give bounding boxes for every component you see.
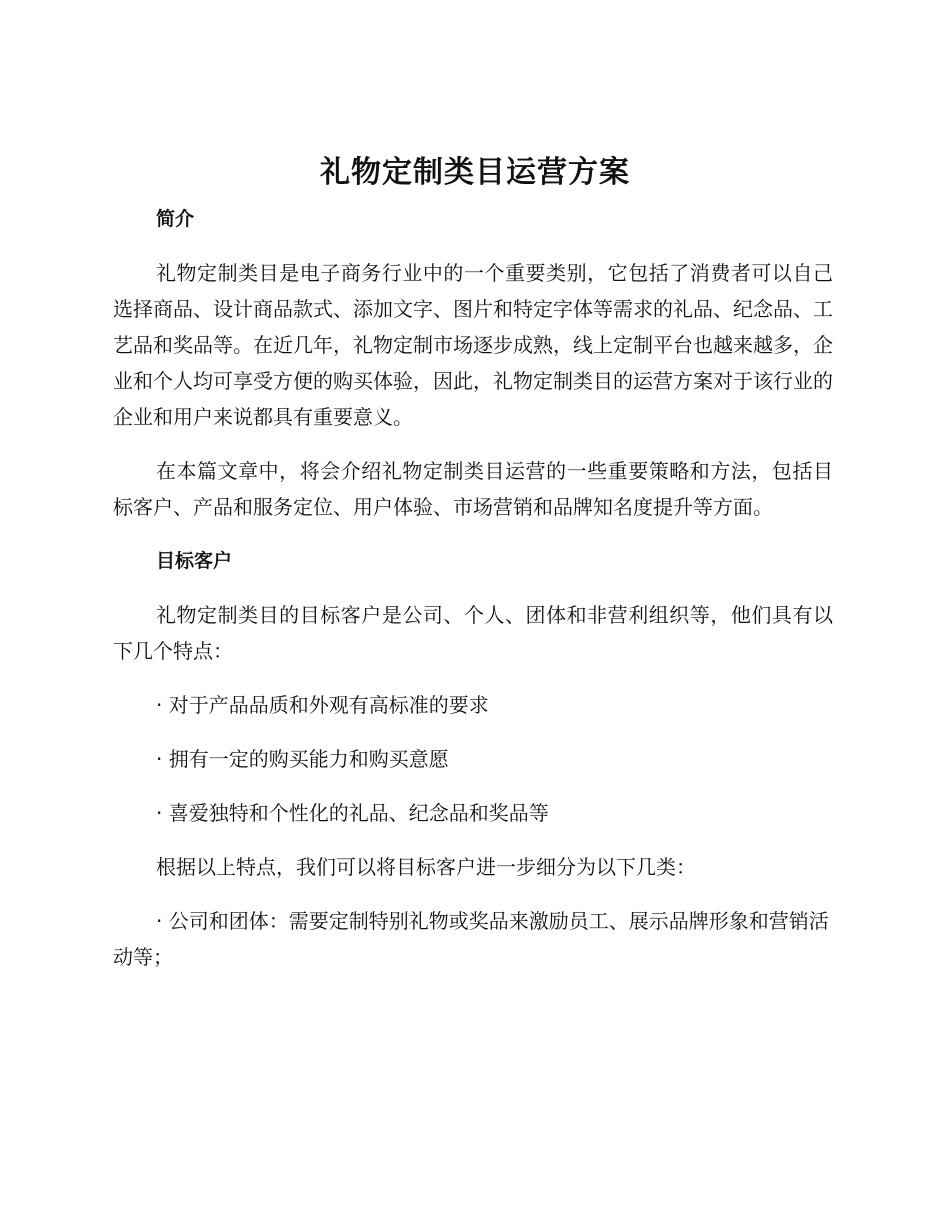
segment-item-1: · 公司和团体：需要定制特别礼物或奖品来激励员工、展示品牌形象和营销活动等；: [113, 909, 829, 969]
bullet-item-1: · 对于产品品质和外观有高标准的要求: [156, 693, 489, 717]
bullet-item-3: · 喜爱独特和个性化的礼品、纪念品和奖品等: [156, 801, 549, 825]
section-heading-target-customers: 目标客户: [156, 550, 233, 572]
intro-paragraph-1: 礼物定制类目是电子商务行业中的一个重要类别，它包括了消费者可以自己选择商品、设计商品款式、添加文字、图片和特定字体等需求的礼品、纪念品、工艺品和奖品等。在近几年，礼物定制市场逐步成熟，线上定制平台也越来越多，企业和个人均可享受方便的购买体验，因此，礼物定制类目的运营方案对于该行业的企业和用户来说都具有重要意义。: [113, 261, 833, 429]
target-customers-intro: 礼物定制类目的目标客户是公司、个人、团体和非营利组织等，他们具有以下几个特点：: [113, 603, 833, 663]
section-heading-intro: 简介: [156, 208, 195, 230]
segments-intro: 根据以上特点，我们可以将目标客户进一步细分为以下几类：: [156, 855, 696, 879]
bullet-item-2: · 拥有一定的购买能力和购买意愿: [156, 747, 449, 771]
document-title: 礼物定制类目运营方案: [320, 155, 630, 190]
document-body: [113, 201, 833, 975]
intro-paragraph-2: 在本篇文章中，将会介绍礼物定制类目运营的一些重要策略和方法，包括目标客户、产品和服务定位、用户体验、市场营销和品牌知名度提升等方面。: [113, 459, 833, 519]
